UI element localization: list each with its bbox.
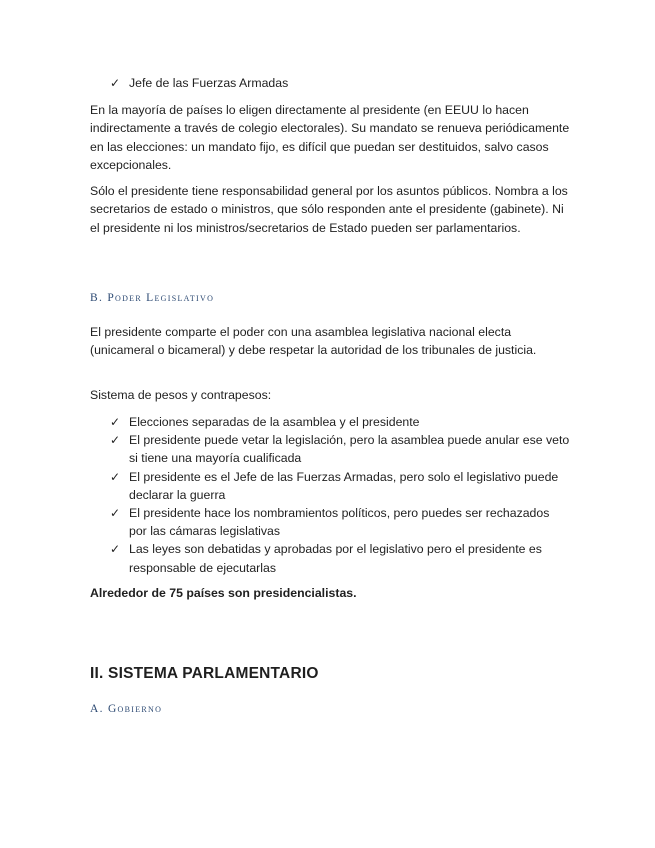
bullet-list-top: [110, 74, 570, 92]
paragraph-conclusion: Alrededor de 75 países son presidencialistas.: [90, 586, 357, 600]
checkmark-icon: ✓: [110, 506, 121, 521]
list-item: ✓ El presidente puede vetar la legislación, pero la asamblea puede anular ese veto si tiene una mayoría cualificada: [110, 433, 570, 466]
list-item: ✓ Elecciones separadas de la asamblea y el presidente: [110, 413, 570, 431]
section-heading-legislativo: B. Poder Legislativo: [90, 292, 215, 304]
checkmark-icon: ✓: [110, 415, 121, 429]
subsection-heading-gobierno: A. Gobierno: [90, 703, 163, 715]
list-title-checks-balances: Sistema de pesos y contrapesos:: [90, 388, 272, 402]
checkmark-icon: ✓: [110, 433, 121, 448]
checkmark-icon: ✓: [110, 542, 121, 557]
paragraph-election: En la mayoría de países lo eligen directamente al presidente (en EEUU lo hacen indirectamente a través de colegio electorales). Su mandato se renueva periódicamente en las elecciones: un mandato fijo, es difícil que puedan ser destituidos, salvo casos excepcionales.: [90, 103, 570, 172]
checkmark-icon: ✓: [110, 469, 121, 484]
paragraph-legislative-intro: El presidente comparte el poder con una asamblea legislativa nacional electa (unicameral o bicameral) y debe respetar la autoridad de los tribunales de justicia.: [90, 325, 537, 358]
section-heading-parlamentario: II. SISTEMA PARLAMENTARIO: [90, 665, 319, 682]
checkmark-icon: ✓: [110, 76, 121, 90]
paragraph-responsibility: Sólo el presidente tiene responsabilidad general por los asuntos públicos. Nombra a los secretarios de estado o ministros, que sólo responden ante el presidente (gabinete). Ni el presidente ni los ministros/secretarios de Estado pueden ser parlamentarios.: [90, 184, 568, 235]
list-item: ✓ El presidente hace los nombramientos políticos, pero puedes ser rechazados por las cámaras legislativas: [110, 506, 550, 539]
list-item: ✓ Jefe de las Fuerzas Armadas: [110, 74, 570, 92]
bullet-list-checks-balances: [110, 413, 570, 577]
list-item: ✓ Las leyes son debatidas y aprobadas por el legislativo pero el presidente es responsable de ejecutarlas: [110, 542, 542, 575]
list-item: ✓ El presidente es el Jefe de las Fuerzas Armadas, pero solo el legislativo puede declarar la guerra: [110, 469, 559, 502]
